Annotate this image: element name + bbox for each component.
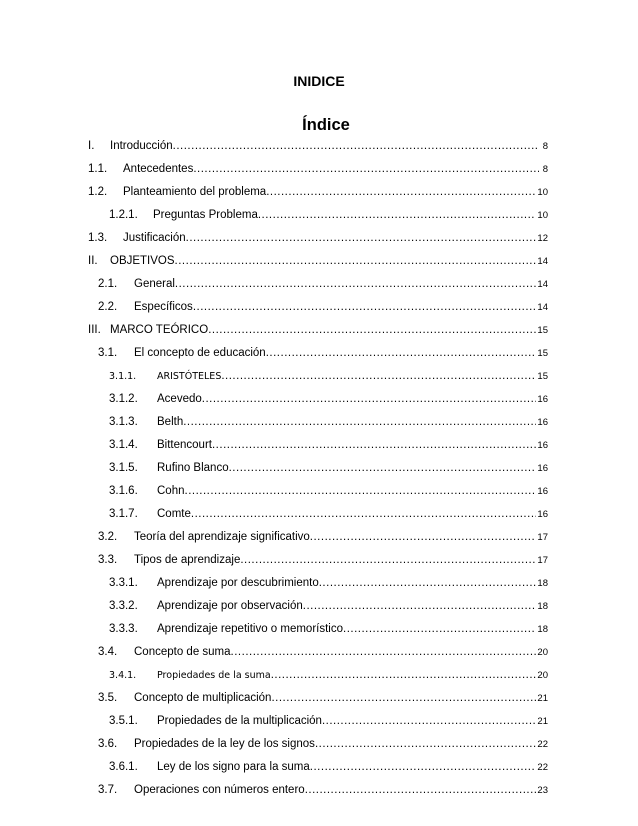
dot-leader [258, 204, 537, 227]
toc-entry-title: MARCO TEÓRICO [110, 324, 209, 336]
toc-entry-page: 22 [537, 739, 548, 750]
toc-entry-number: 3.4. [98, 646, 118, 658]
dot-leader [305, 779, 537, 802]
toc-entry-page: 22 [537, 762, 548, 773]
toc-entry[interactable] [88, 503, 548, 526]
toc-entry[interactable] [88, 549, 548, 572]
toc-entry-page: 10 [537, 187, 548, 198]
toc-entry-title: Cohn [157, 485, 185, 497]
toc-entry-page: 21 [537, 693, 548, 704]
toc-entry[interactable] [88, 296, 548, 319]
dot-leader [343, 618, 536, 641]
toc-entry-title: El concepto de educación [134, 347, 266, 359]
toc-entry-page: 14 [537, 302, 548, 313]
toc-entry-title: Propiedades de la ley de los signos [134, 738, 315, 750]
dot-leader [186, 227, 537, 250]
toc-entry-number: 3.3. [98, 554, 118, 566]
toc-entry-number: 3.6.1. [109, 761, 138, 773]
dot-leader [212, 434, 536, 457]
dot-leader [193, 158, 538, 181]
toc-entry[interactable] [88, 641, 548, 664]
toc-entry-page: 23 [537, 785, 548, 796]
dot-leader [183, 411, 536, 434]
dot-leader [240, 549, 536, 572]
toc-entry[interactable] [88, 526, 548, 549]
toc-entry-number: 3.3.2. [109, 600, 138, 612]
toc-entry-title: Concepto de multiplicación [134, 692, 272, 704]
toc-entry-title: Rufino Blanco [157, 462, 229, 474]
toc-entry-page: 18 [537, 601, 548, 612]
dot-leader [191, 503, 537, 526]
toc-entry-number: 1.3. [88, 232, 108, 244]
toc-entry[interactable] [88, 618, 548, 641]
toc-entry-page: 17 [537, 532, 548, 543]
toc-entry-number: 3.3.3. [109, 623, 138, 635]
dot-leader [175, 273, 537, 296]
toc-entry-number: 3.2. [98, 531, 118, 543]
toc-entry-number: 1.1. [88, 163, 108, 175]
dot-leader [271, 664, 537, 687]
toc-entry-page: 8 [542, 164, 548, 175]
toc-entry-page: 15 [537, 371, 548, 382]
toc-entry[interactable] [88, 595, 548, 618]
toc-entry[interactable] [88, 572, 548, 595]
toc-entry-title: Justificación [123, 232, 186, 244]
toc-entry-number: 3.1.1. [109, 371, 137, 382]
toc-entry-title: Concepto de suma [134, 646, 231, 658]
toc-entry-number: 3.4.1. [109, 670, 137, 681]
dot-leader [266, 342, 537, 365]
toc-entry[interactable] [88, 779, 548, 802]
toc-entry-page: 20 [537, 647, 548, 658]
toc-entry-page: 10 [537, 210, 548, 221]
toc-entry-page: 16 [537, 509, 548, 520]
toc-entry[interactable] [88, 273, 548, 296]
dot-leader [185, 480, 537, 503]
toc-entry-title: OBJETIVOS [110, 255, 175, 267]
toc-entry-title: Operaciones con números entero [134, 784, 305, 796]
toc-entry-page: 16 [537, 486, 548, 497]
toc-entry[interactable] [88, 733, 548, 756]
toc-entry-title: General [134, 278, 175, 290]
toc-entry-title: Belth [157, 416, 184, 428]
toc-entry-number: 1.2. [88, 186, 108, 198]
toc-entry[interactable] [88, 664, 548, 687]
toc-entry-title: Planteamiento del problema [123, 186, 267, 198]
toc-entry[interactable] [88, 158, 548, 181]
dot-leader [303, 595, 537, 618]
toc-entry-title: Antecedentes [123, 163, 194, 175]
toc-entry-page: 16 [537, 417, 548, 428]
toc-entry[interactable] [88, 135, 548, 158]
toc-entry-page: 15 [537, 348, 548, 359]
table-of-contents [88, 135, 548, 802]
toc-entry-title: Tipos de aprendizaje [134, 554, 241, 566]
toc-entry-number: 3.1.6. [109, 485, 138, 497]
toc-entry-number: 3.5. [98, 692, 118, 704]
toc-entry[interactable] [88, 342, 548, 365]
toc-entry-page: 21 [537, 716, 548, 727]
toc-entry[interactable] [88, 227, 548, 250]
toc-heading: Índice [302, 116, 350, 134]
toc-entry-number: 3.1.2. [109, 393, 138, 405]
dot-leader [208, 319, 536, 342]
toc-entry-number: 3.6. [98, 738, 118, 750]
dot-leader [202, 388, 537, 411]
toc-entry[interactable] [88, 687, 548, 710]
toc-entry-title: Introducción [110, 140, 173, 152]
dot-leader [319, 572, 537, 595]
toc-entry-title: ARISTÓTELES [157, 371, 222, 382]
dot-leader [266, 181, 536, 204]
toc-entry-title: Ley de los signo para la suma [157, 761, 310, 773]
toc-entry-number: 3.1. [98, 347, 118, 359]
toc-entry-title: Propiedades de la multiplicación [157, 715, 322, 727]
dot-leader [310, 526, 537, 549]
dot-leader [271, 687, 536, 710]
dot-leader [221, 365, 536, 388]
toc-entry-page: 16 [537, 394, 548, 405]
toc-entry-title: Bittencourt [157, 439, 212, 451]
dot-leader [315, 733, 536, 756]
toc-entry-number: II. [88, 255, 98, 267]
toc-entry-page: 14 [537, 256, 548, 267]
toc-entry-number: 2.2. [98, 301, 118, 313]
dot-leader [322, 710, 536, 733]
toc-entry-page: 15 [537, 325, 548, 336]
toc-entry-number: 3.1.7. [109, 508, 138, 520]
document-title: INIDICE [293, 73, 345, 89]
toc-entry-title: Acevedo [157, 393, 202, 405]
toc-entry-number: 3.1.5. [109, 462, 138, 474]
toc-entry[interactable] [88, 756, 548, 779]
toc-entry[interactable] [88, 250, 548, 273]
toc-entry-number: 3.1.3. [109, 416, 138, 428]
toc-entry[interactable] [88, 319, 548, 342]
toc-entry-page: 12 [537, 233, 548, 244]
toc-entry-number: 3.7. [98, 784, 118, 796]
toc-entry[interactable] [88, 204, 548, 227]
toc-entry-page: 18 [537, 578, 548, 589]
toc-entry[interactable] [88, 480, 548, 503]
toc-entry[interactable] [88, 388, 548, 411]
toc-entry-title: Específicos [134, 301, 193, 313]
toc-entry-number: 1.2.1. [109, 209, 138, 221]
toc-entry-number: 3.1.4. [109, 439, 138, 451]
toc-entry-number: 3.3.1. [109, 577, 138, 589]
toc-entry[interactable] [88, 457, 548, 480]
toc-entry[interactable] [88, 411, 548, 434]
dot-leader [173, 135, 539, 158]
toc-entry-title: Teoría del aprendizaje significativo [134, 531, 310, 543]
toc-entry-page: 17 [537, 555, 548, 566]
toc-entry-page: 14 [537, 279, 548, 290]
toc-entry-page: 20 [537, 670, 548, 681]
toc-entry-title: Comte [157, 508, 191, 520]
toc-entry[interactable] [88, 710, 548, 733]
toc-entry-page: 18 [537, 624, 548, 635]
dot-leader [231, 641, 537, 664]
dot-leader [175, 250, 537, 273]
dot-leader [193, 296, 537, 319]
toc-entry-number: 3.5.1. [109, 715, 138, 727]
toc-entry-title: Aprendizaje por descubrimiento [157, 577, 319, 589]
dot-leader [310, 756, 537, 779]
toc-entry-title: Propiedades de la suma [157, 670, 271, 681]
toc-entry-page: 16 [537, 463, 548, 474]
toc-entry-number: III. [88, 324, 101, 336]
dot-leader [229, 457, 537, 480]
toc-entry-title: Aprendizaje por observación [157, 600, 303, 612]
toc-entry-title: Preguntas Problema [153, 209, 258, 221]
toc-entry-page: 16 [537, 440, 548, 451]
toc-entry[interactable] [88, 365, 548, 388]
toc-entry-number: 2.1. [98, 278, 118, 290]
toc-entry-title: Aprendizaje repetitivo o memorístico [157, 623, 343, 635]
toc-entry-page: 8 [542, 141, 548, 152]
toc-entry-number: I. [88, 140, 95, 152]
toc-entry[interactable] [88, 181, 548, 204]
toc-entry[interactable] [88, 434, 548, 457]
